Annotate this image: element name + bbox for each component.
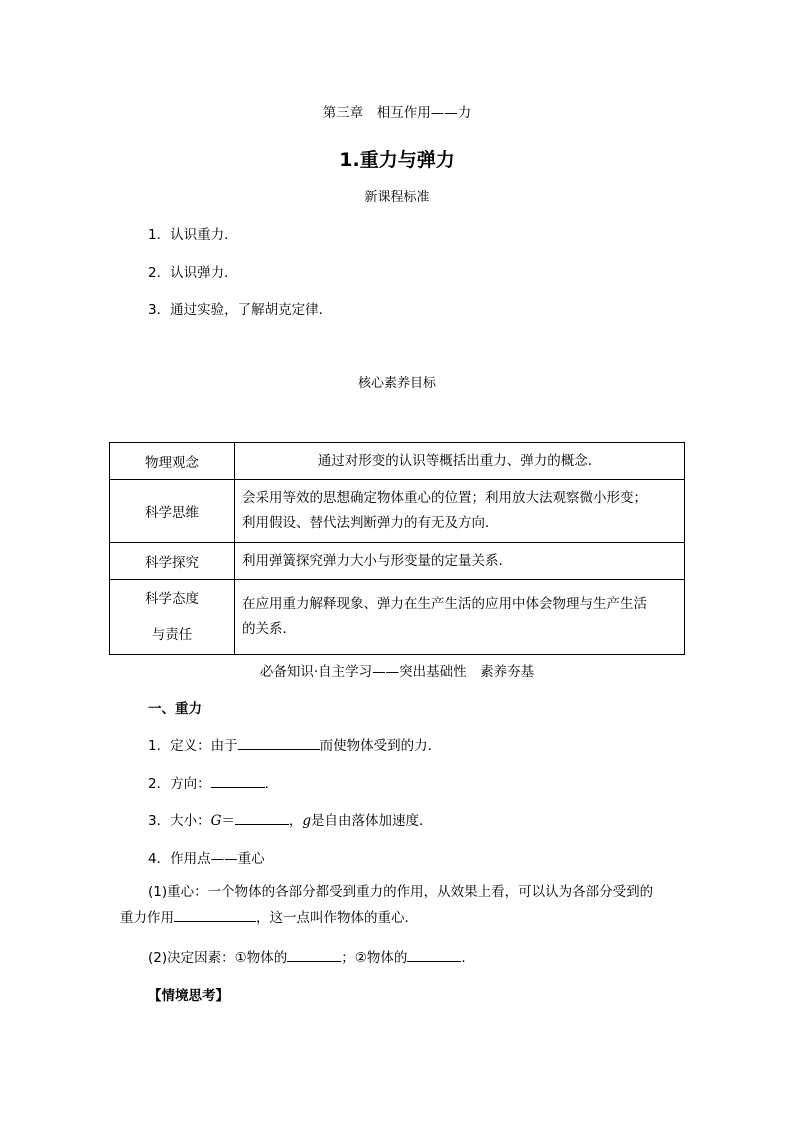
answer-blank[interactable]	[211, 775, 265, 788]
standard-item: 3．通过实验，了解胡克定律．	[148, 302, 333, 318]
standard-item: 1．认识重力．	[148, 227, 238, 243]
answer-blank[interactable]	[407, 949, 461, 962]
goal-key-line: 与责任	[151, 627, 193, 643]
direction-prefix: 2．方向：	[148, 776, 211, 792]
table-row	[110, 543, 685, 580]
goal-key	[110, 580, 235, 655]
goal-key: 科学探究	[110, 543, 235, 580]
lesson-title: 1.重力与弹力	[339, 149, 455, 171]
table-row	[110, 480, 685, 543]
goal-key-line: 科学态度	[145, 591, 199, 607]
core-goals-heading: 核心素养目标	[357, 376, 436, 391]
standard-item: 2．认识弹力．	[148, 265, 238, 281]
answer-blank[interactable]	[174, 909, 256, 922]
answer-blank[interactable]	[287, 949, 341, 962]
table-row	[110, 580, 685, 655]
answer-blank[interactable]	[238, 737, 320, 750]
definition-line	[148, 734, 441, 754]
magnitude-prefix: 3．大小：	[148, 813, 211, 829]
factors-prefix: (2)决定因素：①物体的	[148, 950, 288, 966]
center-of-gravity-paragraph	[120, 879, 680, 931]
direction-line	[148, 772, 278, 792]
magnitude-line	[148, 809, 433, 829]
goal-key: 物理观念	[110, 443, 235, 480]
symbol-g: g	[302, 813, 312, 829]
goal-value	[235, 480, 685, 543]
goal-key: 科学思维	[110, 480, 235, 543]
direction-suffix: ．	[264, 776, 279, 792]
paragraph-line: (1)重心：一个物体的各部分都受到重力的作用，从效果上看，可以认为各部分受到的	[148, 884, 654, 900]
factors-middle: ；②物体的	[341, 950, 408, 966]
symbol-G: G	[210, 813, 222, 829]
standards-heading: 新课程标准	[364, 190, 430, 205]
magnitude-suffix: 是自由落体加速度．	[311, 813, 433, 829]
goal-value-line: 利用假设、替代法判断弹力的有无及方向．	[242, 515, 499, 531]
definition-suffix: 而使物体受到的力．	[319, 738, 442, 754]
paragraph-suffix: ，这一点叫作物体的重心．	[256, 910, 418, 926]
scenario-heading: 【情境思考】	[148, 988, 229, 1004]
factors-line	[148, 946, 475, 966]
knowledge-banner: 必备知识·自主学习——突出基础性 素养夯基	[259, 664, 535, 680]
point-heading: 4．作用点——重心	[148, 851, 265, 867]
goal-value	[235, 580, 685, 655]
goal-value-line: 在应用重力解释现象、弹力在生产生活的应用中体会物理与生产生活	[242, 596, 647, 612]
paragraph-line	[120, 905, 680, 931]
goal-value-line: 的关系．	[242, 621, 296, 637]
definition-prefix: 1．定义：由于	[148, 738, 238, 754]
factors-suffix: ．	[461, 950, 475, 966]
paragraph-prefix: 重力作用	[120, 910, 174, 926]
goal-value: 利用弹簧探究弹力大小与形变量的定量关系．	[235, 543, 685, 580]
table-row	[110, 443, 685, 480]
answer-blank[interactable]	[235, 812, 289, 825]
core-goals-table	[109, 442, 685, 655]
goal-value-line: 会采用等效的思想确定物体重心的位置；利用放大法观察微小形变；	[242, 490, 647, 506]
goal-value: 通过对形变的认识等概括出重力、弹力的概念．	[235, 443, 685, 480]
equals-sign: ＝	[221, 813, 235, 829]
magnitude-comma: ，	[288, 813, 303, 829]
chapter-heading: 第三章 相互作用——力	[322, 105, 472, 121]
section-heading-gravity: 一、重力	[148, 701, 202, 717]
